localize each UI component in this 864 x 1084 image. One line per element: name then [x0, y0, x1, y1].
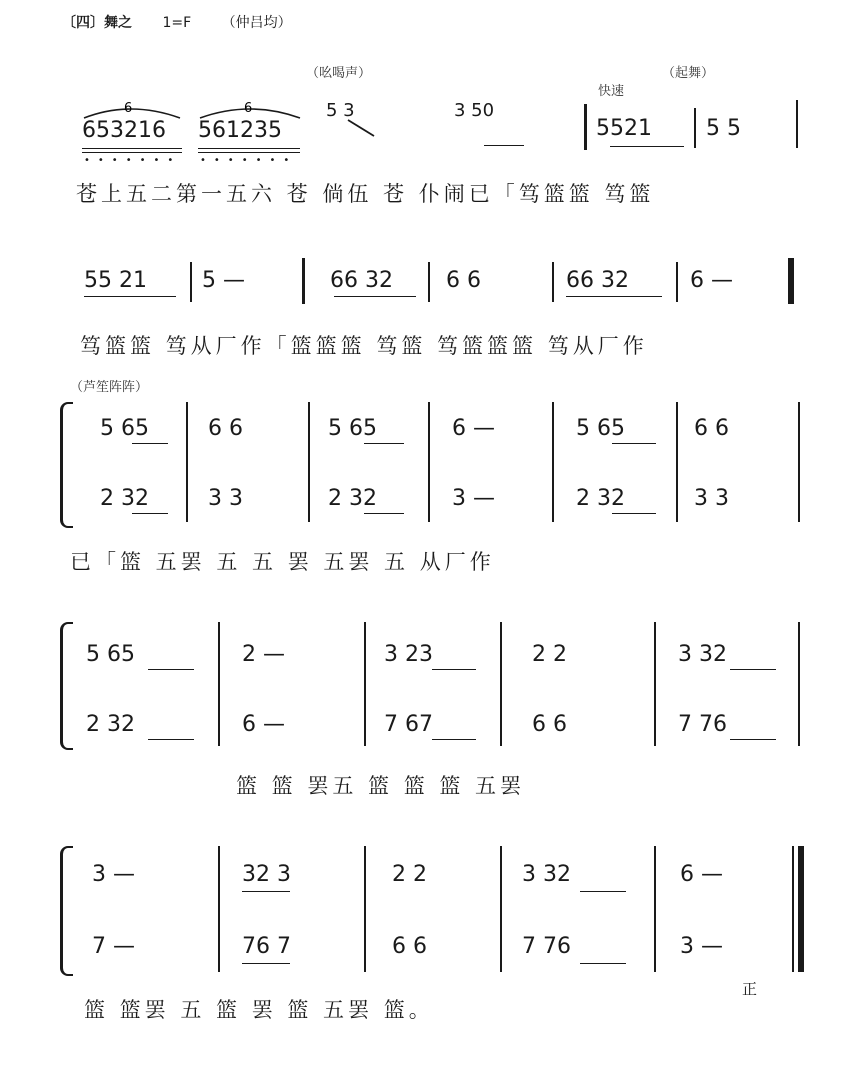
notes-group: 6 —: [690, 268, 733, 293]
lower-notes: 2 32: [576, 486, 625, 511]
barline: [364, 622, 366, 746]
svg-text:6: 6: [244, 101, 253, 116]
barline: [796, 100, 798, 148]
upper-notes: 5 65: [576, 416, 625, 441]
lower-notes: 2 32: [100, 486, 149, 511]
underline: [84, 296, 176, 297]
octave-dots: •••••••: [200, 155, 298, 166]
barline: [218, 846, 220, 972]
underline: [432, 739, 476, 740]
upper-notes: 3 —: [92, 862, 135, 887]
underline: [364, 443, 404, 444]
notes-group: 66 32: [330, 268, 393, 293]
upper-notes: 3 32: [678, 642, 727, 667]
lower-notes: 6 6: [392, 934, 427, 959]
barline: [190, 262, 192, 302]
lower-notes: 3 3: [694, 486, 729, 511]
upper-notes: 6 —: [680, 862, 723, 887]
lyrics-line: 篮 篮 罢五 篮 篮 篮 五罢: [236, 774, 526, 798]
repeat-start-bar: [584, 104, 587, 150]
lyrics-line: 篮 篮罢 五 篮 罢 篮 五罢 篮。: [84, 998, 434, 1022]
notes-group: 653216: [82, 118, 166, 143]
barline: [676, 402, 678, 522]
underline: [566, 296, 662, 297]
system-brace: [60, 622, 73, 750]
underline: [580, 891, 626, 892]
end-mark: 正: [742, 980, 762, 998]
section-label: 〔四〕舞之: [62, 15, 132, 31]
repeat-bar: [302, 258, 305, 304]
lower-notes: 7 —: [92, 934, 135, 959]
upper-notes: 6 6: [208, 416, 243, 441]
barline: [500, 846, 502, 972]
barline: [552, 402, 554, 522]
barline: [364, 846, 366, 972]
final-barline-thin: [792, 846, 794, 972]
system-brace: [60, 402, 73, 528]
notes-group: 3 50: [454, 100, 495, 121]
annotation-lusheng: （芦笙阵阵）: [70, 380, 149, 395]
barline: [500, 622, 502, 746]
lyrics-line: 已「篮 五罢 五 五 罢 五罢 五 从厂作: [70, 550, 495, 574]
annotation-shout: （吆喝声）: [306, 66, 372, 81]
underline: [730, 739, 776, 740]
barline: [798, 402, 800, 522]
upper-notes: 5 65: [86, 642, 135, 667]
lower-notes: 2 32: [328, 486, 377, 511]
barline: [308, 402, 310, 522]
upper-notes: 6 —: [452, 416, 495, 441]
underline: [612, 513, 656, 514]
lower-notes: 2 32: [86, 712, 135, 737]
mode-label: （仲吕均）: [221, 15, 292, 31]
barline: [694, 108, 696, 148]
upper-notes: 2 2: [392, 862, 427, 887]
notes-group: 6 6: [446, 268, 481, 293]
final-barline-thick: [798, 846, 804, 972]
key-signature: 1=F: [162, 15, 192, 31]
underline: [242, 891, 290, 892]
underline: [334, 296, 416, 297]
underline: [132, 443, 168, 444]
upper-notes: 3 23: [384, 642, 433, 667]
svg-text:6: 6: [124, 101, 133, 116]
lower-notes: 7 76: [522, 934, 571, 959]
barline: [798, 622, 800, 746]
beam-line: [82, 148, 182, 149]
notes-group: 5 —: [202, 268, 245, 293]
notes-group: 5521: [596, 116, 652, 141]
underline: [580, 963, 626, 964]
lower-notes: 3 —: [680, 934, 723, 959]
underline: [484, 145, 524, 146]
lower-notes: 3 —: [452, 486, 495, 511]
lower-notes: 6 —: [242, 712, 285, 737]
annotation-dance-start: （起舞）: [662, 66, 715, 81]
lower-notes: 6 6: [532, 712, 567, 737]
annotation-tempo: 快速: [598, 84, 625, 99]
underline: [132, 513, 168, 514]
upper-notes: 5 65: [100, 416, 149, 441]
beam-line: [198, 148, 300, 149]
underline: [148, 739, 194, 740]
octave-dots: •••••••: [84, 155, 182, 166]
upper-notes: 2 —: [242, 642, 285, 667]
lyrics-line: 苍上五二第一五六 苍 倘伍 苍 仆闹已「笃篮篮 笃篮: [76, 182, 655, 206]
underline: [242, 963, 290, 964]
beam-line: [82, 152, 182, 153]
lower-notes: 76 7: [242, 934, 291, 959]
notes-group: 66 32: [566, 268, 629, 293]
notes-group: 5 3: [326, 100, 355, 121]
upper-notes: 5 65: [328, 416, 377, 441]
underline: [612, 443, 656, 444]
underline: [148, 669, 194, 670]
system-brace: [60, 846, 73, 976]
underline: [364, 513, 404, 514]
notes-group: 561235: [198, 118, 282, 143]
upper-notes: 32 3: [242, 862, 291, 887]
upper-notes: 2 2: [532, 642, 567, 667]
breath-mark: [340, 100, 380, 140]
upper-notes: 3 32: [522, 862, 571, 887]
barline: [428, 262, 430, 302]
underline: [432, 669, 476, 670]
notes-group: 55 21: [84, 268, 147, 293]
repeat-end-bar: [788, 258, 794, 304]
barline: [552, 262, 554, 302]
notes-group: 5 5: [706, 116, 741, 141]
barline: [186, 402, 188, 522]
lower-notes: 7 67: [384, 712, 433, 737]
lower-notes: 3 3: [208, 486, 243, 511]
underline: [610, 146, 684, 147]
beam-line: [198, 152, 300, 153]
barline: [218, 622, 220, 746]
barline: [428, 402, 430, 522]
lower-notes: 7 76: [678, 712, 727, 737]
lyrics-line: 笃篮篮 笃从厂作「篮篮篮 笃篮 笃篮篮篮 笃从厂作: [80, 334, 648, 358]
barline: [654, 846, 656, 972]
barline: [676, 262, 678, 302]
underline: [730, 669, 776, 670]
section-header: [62, 12, 292, 32]
upper-notes: 6 6: [694, 416, 729, 441]
barline: [654, 622, 656, 746]
